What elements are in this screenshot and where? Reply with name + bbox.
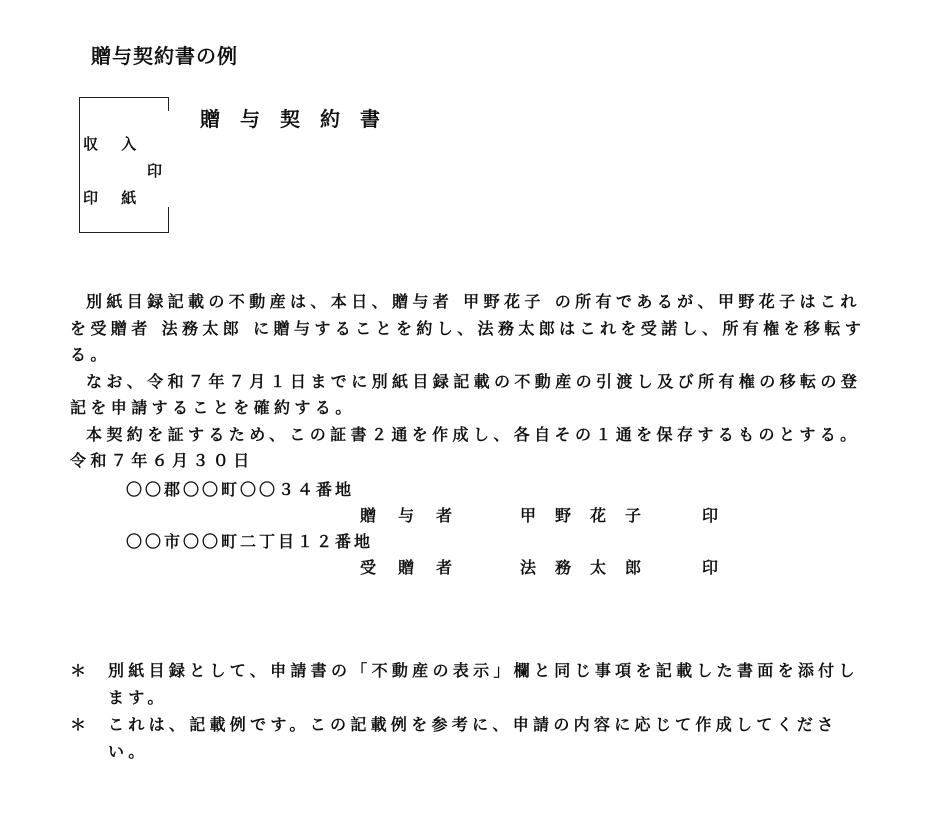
asterisk-icon: ＊ <box>70 661 87 680</box>
donor-role: 贈与者 <box>360 506 475 525</box>
paragraph-registration: なお、令和７年７月１日までに別紙目録記載の不動産の引渡し及び所有権の移転の登記を申請することを確約する。 <box>70 371 862 417</box>
paragraph-certification: 本契約を証するため、この証書２通を作成し、各自その１通を保存するものとする。 <box>86 424 861 444</box>
paragraph-gift: 別紙目録記載の不動産は、本日、贈与者 甲野花子 の所有であるが、甲野花子はこれを受贈者 法務太郎 に贈与することを約し、法務太郎はこれを受諾し、所有権を移転する。 <box>70 292 866 364</box>
asterisk-icon: ＊ <box>70 715 87 734</box>
contract-date: 令和７年６月３０日 <box>70 451 254 470</box>
donee-seal: 印 <box>702 558 719 577</box>
donee-name: 法務太郎 <box>520 558 661 577</box>
document-title: 贈与契約書 <box>200 107 400 131</box>
contract-body <box>70 289 870 475</box>
donor-name: 甲野花子 <box>520 506 661 525</box>
donee-role: 受贈者 <box>360 558 475 577</box>
donor-seal: 印 <box>702 506 719 525</box>
stamp-label-line2: 印 <box>147 162 163 180</box>
stamp-label-line3: 印 紙 <box>83 189 137 207</box>
revenue-stamp-box <box>79 97 168 233</box>
note-item <box>70 657 870 711</box>
stamp-label-line1: 収 入 <box>83 135 137 153</box>
note-text: 別紙目録として、申請書の「不動産の表示」欄と同じ事項を記載した書面を添付します。 <box>108 661 859 707</box>
example-title: 贈与契約書の例 <box>91 44 238 68</box>
donee-address: 〇〇市〇〇町二丁目１２番地 <box>126 532 374 551</box>
notes-section <box>70 657 870 765</box>
note-item <box>70 711 870 765</box>
donor-address: 〇〇郡〇〇町〇〇３４番地 <box>126 480 355 499</box>
note-text: これは、記載例です。この記載例を参考に、申請の内容に応じて作成してください。 <box>108 715 838 761</box>
